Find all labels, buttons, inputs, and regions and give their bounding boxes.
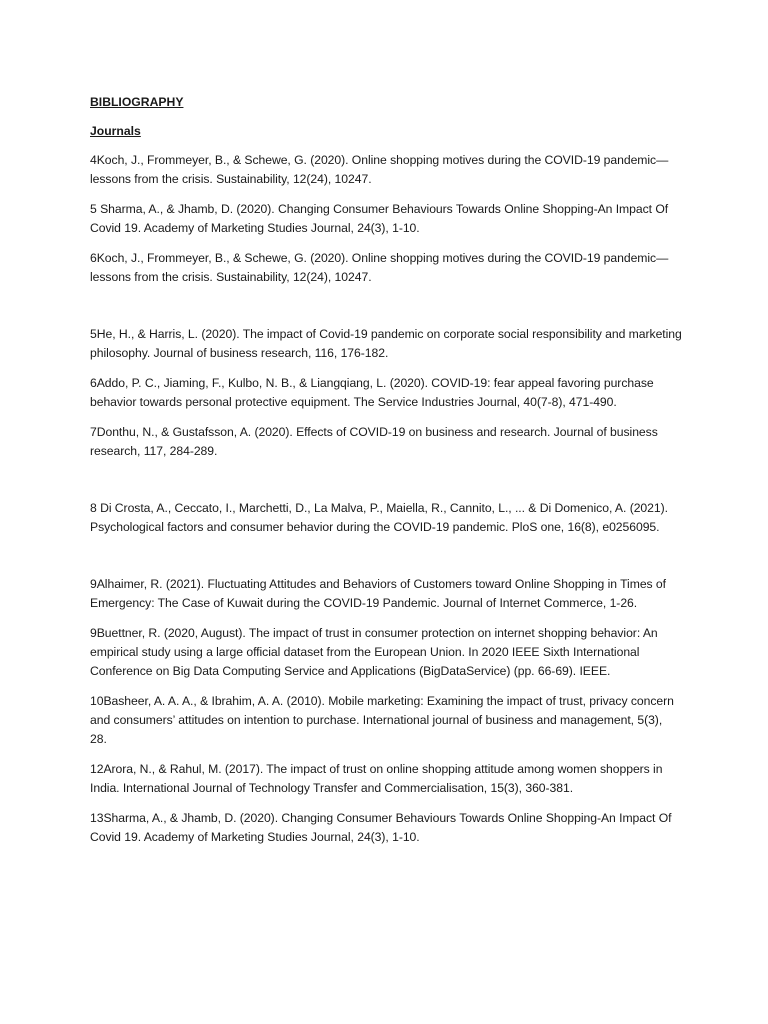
bibliography-heading: BIBLIOGRAPHY <box>90 95 184 109</box>
reference-item: 10Basheer, A. A. A., & Ibrahim, A. A. (2010). Mobile marketing: Examining the impact of trust, privacy concern and consumers’ attitudes on intention to purchase. International journal of business and management, 5(3), 28. <box>90 694 674 746</box>
reference-item: 4Koch, J., Frommeyer, B., & Schewe, G. (2020). Online shopping motives during the COVID-19 pandemic—lessons from the crisis. Sustainability, 12(24), 10247. <box>90 153 669 186</box>
reference-item: 6Addo, P. C., Jiaming, F., Kulbo, N. B., & Liangqiang, L. (2020). COVID-19: fear appeal favoring purchase behavior towards personal protective equipment. The Service Industries Journal, 40(7-8), 471-490. <box>90 376 654 409</box>
reference-item: 12Arora, N., & Rahul, M. (2017). The impact of trust on online shopping attitude among women shoppers in India. International Journal of Technology Transfer and Commercialisation, 15(3), 360-381. <box>90 762 663 795</box>
reference-item: 9Buettner, R. (2020, August). The impact of trust in consumer protection on internet shopping behavior: An empirical study using a large official dataset from the European Union. In 2020 IEEE Sixth International Conference on Big Data Computing Service and Applications (BigDataService) (pp. 66-69). IEEE. <box>90 626 658 678</box>
reference-item: 6Koch, J., Frommeyer, B., & Schewe, G. (2020). Online shopping motives during the COVID-19 pandemic—lessons from the crisis. Sustainability, 12(24), 10247. <box>90 251 669 284</box>
reference-item: 5He, H., & Harris, L. (2020). The impact of Covid-19 pandemic on corporate social responsibility and marketing philosophy. Journal of business research, 116, 176-182. <box>90 327 682 360</box>
journals-subheading: Journals <box>90 124 141 138</box>
reference-item: 9Alhaimer, R. (2021). Fluctuating Attitudes and Behaviors of Customers toward Online Shopping in Times of Emergency: The Case of Kuwait during the COVID-19 Pandemic. Journal of Internet Commerce, 1-26. <box>90 577 666 610</box>
reference-item: 7Donthu, N., & Gustafsson, A. (2020). Effects of COVID-19 on business and research. Journal of business research, 117, 284-289. <box>90 425 658 458</box>
document-body <box>90 93 682 858</box>
reference-item: 13Sharma, A., & Jhamb, D. (2020). Changing Consumer Behaviours Towards Online Shopping-An Impact Of Covid 19. Academy of Marketing Studies Journal, 24(3), 1-10. <box>90 811 672 844</box>
reference-item: 5 Sharma, A., & Jhamb, D. (2020). Changing Consumer Behaviours Towards Online Shopping-An Impact Of Covid 19. Academy of Marketing Studies Journal, 24(3), 1-10. <box>90 202 669 235</box>
reference-item: 8 Di Crosta, A., Ceccato, I., Marchetti, D., La Malva, P., Maiella, R., Cannito, L., ... & Di Domenico, A. (2021). Psychological factors and consumer behavior during the COVID-19 pandemic. PloS one, 16(8), e0256095. <box>90 501 668 534</box>
